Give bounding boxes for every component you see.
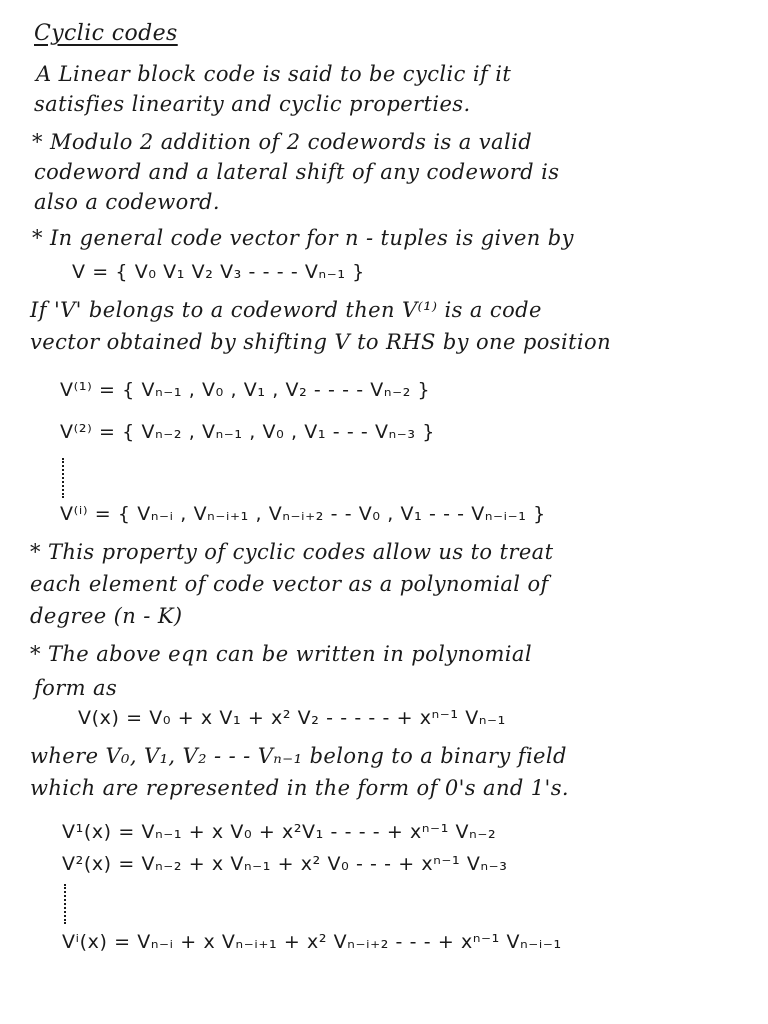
- polynomial-intro-line-2: form as: [34, 676, 118, 700]
- continuation-dots: [62, 458, 66, 498]
- definition-line-1: A Linear block code is said to be cyclic if it: [36, 62, 512, 86]
- polynomial-equation: V(x) = V₀ + x V₁ + x² V₂ - - - - - + xⁿ⁻¹ Vₙ₋₁: [78, 707, 506, 729]
- property-line-2: each element of code vector as a polynomial of: [30, 572, 549, 596]
- bullet-line-2: codeword and a lateral shift of any codeword is: [34, 160, 560, 184]
- bullet-line-1: * Modulo 2 addition of 2 codewords is a valid: [32, 130, 533, 154]
- shifted-polynomial-2: V²(x) = Vₙ₋₂ + x Vₙ₋₁ + x² V₀ - - - + xⁿ⁻¹ Vₙ₋₃: [62, 853, 508, 875]
- bullet-code-vector: * In general code vector for n - tuples is given by: [32, 226, 574, 250]
- binary-field-line-2: which are represented in the form of 0's and 1's.: [30, 776, 569, 800]
- shift-2-equation: V⁽²⁾ = { Vₙ₋₂ , Vₙ₋₁ , V₀ , V₁ - - - Vₙ₋₃ }: [60, 421, 435, 443]
- shifted-polynomial-1: V¹(x) = Vₙ₋₁ + x V₀ + x²V₁ - - - - + xⁿ⁻¹ Vₙ₋₂: [62, 821, 497, 843]
- shift-i-equation: V⁽ⁱ⁾ = { Vₙ₋ᵢ , Vₙ₋ᵢ₊₁ , Vₙ₋ᵢ₊₂ - - V₀ , V₁ - - - Vₙ₋ᵢ₋₁ }: [60, 503, 546, 525]
- shift-definition-line-2: vector obtained by shifting V to RHS by one position: [30, 330, 611, 354]
- shifted-polynomial-i: Vⁱ(x) = Vₙ₋ᵢ + x Vₙ₋ᵢ₊₁ + x² Vₙ₋ᵢ₊₂ - - - + xⁿ⁻¹ Vₙ₋ᵢ₋₁: [62, 931, 562, 953]
- bullet-line-3: also a codeword.: [34, 190, 220, 214]
- page-title: Cyclic codes: [34, 21, 178, 46]
- property-line-3: degree (n - K): [30, 604, 183, 628]
- polynomial-intro-line-1: * The above eqn can be written in polynomial: [30, 642, 532, 666]
- shift-definition-line-1: If 'V' belongs to a codeword then V⁽¹⁾ is a code: [30, 298, 542, 322]
- definition-line-2: satisfies linearity and cyclic properties.: [34, 92, 471, 116]
- binary-field-line-1: where V₀, V₁, V₂ - - - Vₙ₋₁ belong to a binary field: [30, 744, 567, 768]
- property-line-1: * This property of cyclic codes allow us to treat: [30, 540, 554, 564]
- code-vector-equation: V = { V₀ V₁ V₂ V₃ - - - - Vₙ₋₁ }: [72, 261, 365, 283]
- continuation-dots-2: [64, 884, 68, 924]
- shift-1-equation: V⁽¹⁾ = { Vₙ₋₁ , V₀ , V₁ , V₂ - - - - Vₙ₋₂ }: [60, 379, 431, 401]
